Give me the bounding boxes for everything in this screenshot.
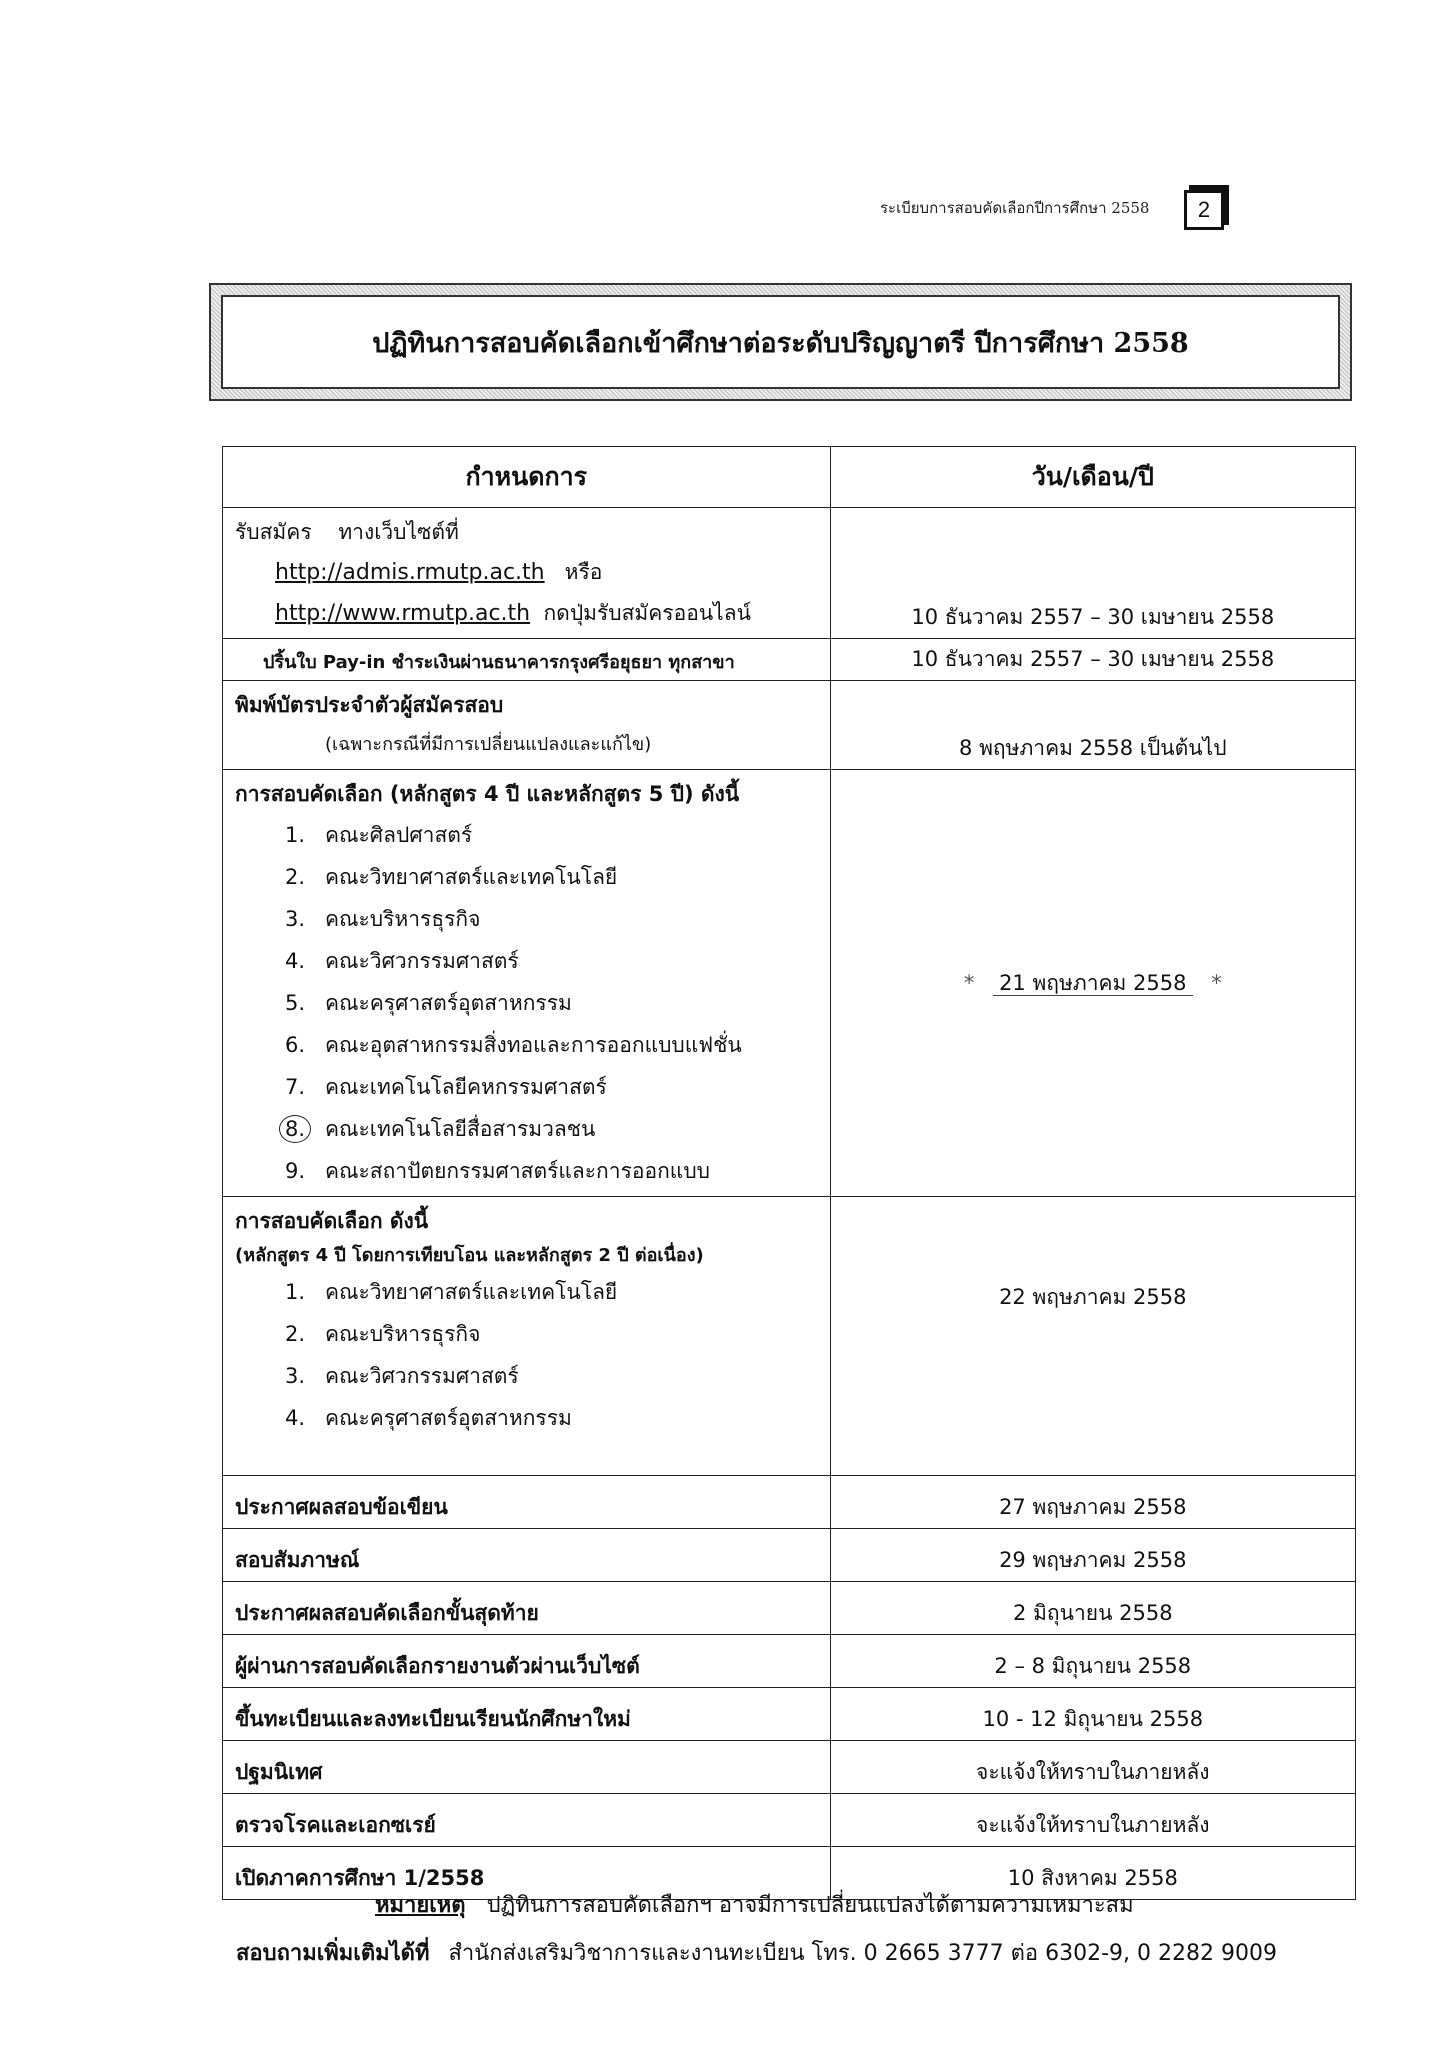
activity-date: 10 สิงหาคม 2558	[830, 1847, 1355, 1900]
footer-note	[375, 1887, 1134, 1922]
faculty-number-text: 4.	[285, 1406, 306, 1430]
faculty-number	[285, 982, 325, 1024]
faculty-list-item	[235, 1313, 818, 1355]
calendar-table	[222, 446, 1356, 1900]
faculty-number-text: 8.	[279, 1115, 311, 1143]
faculty-number-text: 2.	[285, 865, 306, 889]
faculty-list-item	[235, 814, 818, 856]
exam-2-label: การสอบคัดเลือก ดังนี้	[235, 1209, 429, 1233]
activity-date: 2 มิถุนายน 2558	[830, 1582, 1355, 1635]
note-text: ปฏิทินการสอบคัดเลือกฯ อาจมีการเปลี่ยนแปลงได้ตามความเหมาะสม	[486, 1893, 1134, 1918]
faculty-name: คณะบริหารธุรกิจ	[325, 907, 481, 931]
activity-label: ประกาศผลสอบข้อเขียน	[223, 1476, 831, 1529]
payin-label: ปริ้นใบ Pay-in ชำระเงินผ่านธนาคารกรุงศรีอยุธยา ทุกสาขา	[223, 639, 831, 681]
column-header-activity: กำหนดการ	[223, 447, 831, 508]
faculty-list-item	[235, 1066, 818, 1108]
faculty-number-text: 3.	[285, 1364, 306, 1388]
page-number-box: 2	[1184, 190, 1224, 230]
table-row	[223, 1582, 1356, 1635]
faculty-name: คณะวิทยาศาสตร์และเทคโนโลยี	[325, 1280, 618, 1304]
contact-label: สอบถามเพิ่มเติมได้ที่	[236, 1941, 430, 1966]
table-row	[223, 1741, 1356, 1794]
print-card-date: 8 พฤษภาคม 2558 เป็นต้นไป	[830, 681, 1355, 770]
exam-2-cell	[223, 1197, 831, 1476]
activity-label: ขึ้นทะเบียนและลงทะเบียนเรียนนักศึกษาใหม่	[223, 1688, 831, 1741]
note-label: หมายเหตุ	[375, 1893, 466, 1918]
faculty-list-item	[235, 1355, 818, 1397]
print-card-note: (เฉพาะกรณีที่มีการเปลี่ยนแปลงและแก้ไข)	[325, 734, 652, 755]
activity-label: ผู้ผ่านการสอบคัดเลือกรายงานตัวผ่านเว็บไซต์	[223, 1635, 831, 1688]
apply-via: ทางเว็บไซต์ที่	[338, 520, 459, 544]
faculty-number	[285, 1150, 325, 1192]
table-row-exam-2	[223, 1197, 1356, 1476]
faculty-name: คณะวิศวกรรมศาสตร์	[325, 949, 519, 973]
apply-date: 10 ธันวาคม 2557 – 30 เมษายน 2558	[830, 508, 1355, 639]
table-row	[223, 1476, 1356, 1529]
page-title: ปฏิทินการสอบคัดเลือกเข้าศึกษาต่อระดับปริญญาตรี ปีการศึกษา 2558	[221, 295, 1340, 389]
asterisk-mark-left: *	[963, 970, 975, 995]
faculty-number	[285, 1355, 325, 1397]
apply-or: หรือ	[564, 560, 603, 584]
faculty-number-text: 6.	[285, 1033, 306, 1057]
exam-1-cell	[223, 770, 831, 1197]
faculty-number	[285, 898, 325, 940]
contact-text: สำนักส่งเสริมวิชาการและงานทะเบียน โทร. 0 2665 3777 ต่อ 6302-9, 0 2282 9009	[448, 1941, 1277, 1966]
table-row	[223, 1688, 1356, 1741]
faculty-number	[285, 1108, 325, 1150]
activity-label: ปฐมนิเทศ	[223, 1741, 831, 1794]
exam-2-faculty-list	[235, 1271, 818, 1439]
apply-url-2[interactable]: http://www.rmutp.ac.th	[275, 601, 531, 626]
activity-date: 2 – 8 มิถุนายน 2558	[830, 1635, 1355, 1688]
activity-date: จะแจ้งให้ทราบในภายหลัง	[830, 1794, 1355, 1847]
faculty-list-item	[235, 1024, 818, 1066]
faculty-number	[285, 1066, 325, 1108]
faculty-name: คณะศิลปศาสตร์	[325, 823, 473, 847]
faculty-list-item	[235, 1150, 818, 1192]
apply-cell	[223, 508, 831, 639]
faculty-name: คณะอุตสาหกรรมสิ่งทอและการออกแบบแฟชั่น	[325, 1033, 742, 1057]
faculty-number-text: 3.	[285, 907, 306, 931]
activity-date: 10 - 12 มิถุนายน 2558	[830, 1688, 1355, 1741]
table-row	[223, 1635, 1356, 1688]
apply-url-1[interactable]: http://admis.rmutp.ac.th	[275, 560, 545, 585]
faculty-number	[285, 1397, 325, 1439]
exam-1-date: 21 พฤษภาคม 2558	[993, 971, 1192, 996]
exam-1-date-cell	[830, 770, 1355, 1197]
table-row-apply	[223, 508, 1356, 639]
table-row-payin	[223, 639, 1356, 681]
faculty-number-text: 5.	[285, 991, 306, 1015]
print-card-label: พิมพ์บัตรประจำตัวผู้สมัครสอบ	[235, 693, 504, 717]
faculty-name: คณะครุศาสตร์อุตสาหกรรม	[325, 991, 572, 1015]
faculty-number-text: 9.	[285, 1159, 306, 1183]
faculty-name: คณะวิทยาศาสตร์และเทคโนโลยี	[325, 865, 618, 889]
faculty-number-text: 4.	[285, 949, 306, 973]
faculty-number-text: 2.	[285, 1322, 306, 1346]
activity-label: ตรวจโรคและเอกซเรย์	[223, 1794, 831, 1847]
exam-2-date: 22 พฤษภาคม 2558	[830, 1197, 1355, 1476]
faculty-name: คณะเทคโนโลยีสื่อสารมวลชน	[325, 1117, 596, 1141]
print-card-cell	[223, 681, 831, 770]
table-row-print-card	[223, 681, 1356, 770]
footer-contact	[236, 1935, 1277, 1970]
activity-label: เปิดภาคการศึกษา 1/2558	[223, 1847, 831, 1900]
faculty-list-item	[235, 982, 818, 1024]
activity-date: จะแจ้งให้ทราบในภายหลัง	[830, 1741, 1355, 1794]
faculty-number	[285, 814, 325, 856]
faculty-list-item	[235, 898, 818, 940]
apply-button-text: กดปุ่มรับสมัครออนไลน์	[543, 601, 751, 625]
payin-date: 10 ธันวาคม 2557 – 30 เมษายน 2558	[830, 639, 1355, 681]
faculty-list-item	[235, 856, 818, 898]
faculty-name: คณะครุศาสตร์อุตสาหกรรม	[325, 1406, 572, 1430]
faculty-number	[285, 1271, 325, 1313]
faculty-name: คณะบริหารธุรกิจ	[325, 1322, 481, 1346]
activity-label: ประกาศผลสอบคัดเลือกขั้นสุดท้าย	[223, 1582, 831, 1635]
exam-1-faculty-list	[235, 814, 818, 1192]
faculty-name: คณะเทคโนโลยีคหกรรมศาสตร์	[325, 1075, 607, 1099]
title-frame	[209, 283, 1352, 401]
activity-date: 29 พฤษภาคม 2558	[830, 1529, 1355, 1582]
running-header: ระเบียบการสอบคัดเลือกปีการศึกษา 2558	[880, 199, 1150, 217]
exam-2-sub: (หลักสูตร 4 ปี โดยการเทียบโอน และหลักสูตร 2 ปี ต่อเนื่อง)	[235, 1245, 704, 1266]
table-row	[223, 1529, 1356, 1582]
faculty-number	[285, 1313, 325, 1355]
column-header-date: วัน/เดือน/ปี	[830, 447, 1355, 508]
activity-label: สอบสัมภาษณ์	[223, 1529, 831, 1582]
faculty-number	[285, 856, 325, 898]
table-row-exam-1	[223, 770, 1356, 1197]
faculty-name: คณะวิศวกรรมศาสตร์	[325, 1364, 519, 1388]
table-row	[223, 1794, 1356, 1847]
faculty-number-text: 1.	[285, 1280, 306, 1304]
faculty-number-text: 1.	[285, 823, 306, 847]
faculty-list-item	[235, 1108, 818, 1150]
asterisk-mark-right: *	[1211, 970, 1222, 995]
faculty-name: คณะสถาปัตยกรรมศาสตร์และการออกแบบ	[325, 1159, 710, 1183]
apply-label: รับสมัคร	[235, 520, 312, 544]
faculty-list-item	[235, 1397, 818, 1439]
activity-date: 27 พฤษภาคม 2558	[830, 1476, 1355, 1529]
exam-1-label: การสอบคัดเลือก (หลักสูตร 4 ปี และหลักสูตร 5 ปี) ดังนี้	[235, 782, 740, 806]
faculty-list-item	[235, 1271, 818, 1313]
table-header-row	[223, 447, 1356, 508]
faculty-number-text: 7.	[285, 1075, 306, 1099]
faculty-number	[285, 1024, 325, 1066]
faculty-number	[285, 940, 325, 982]
faculty-list-item	[235, 940, 818, 982]
